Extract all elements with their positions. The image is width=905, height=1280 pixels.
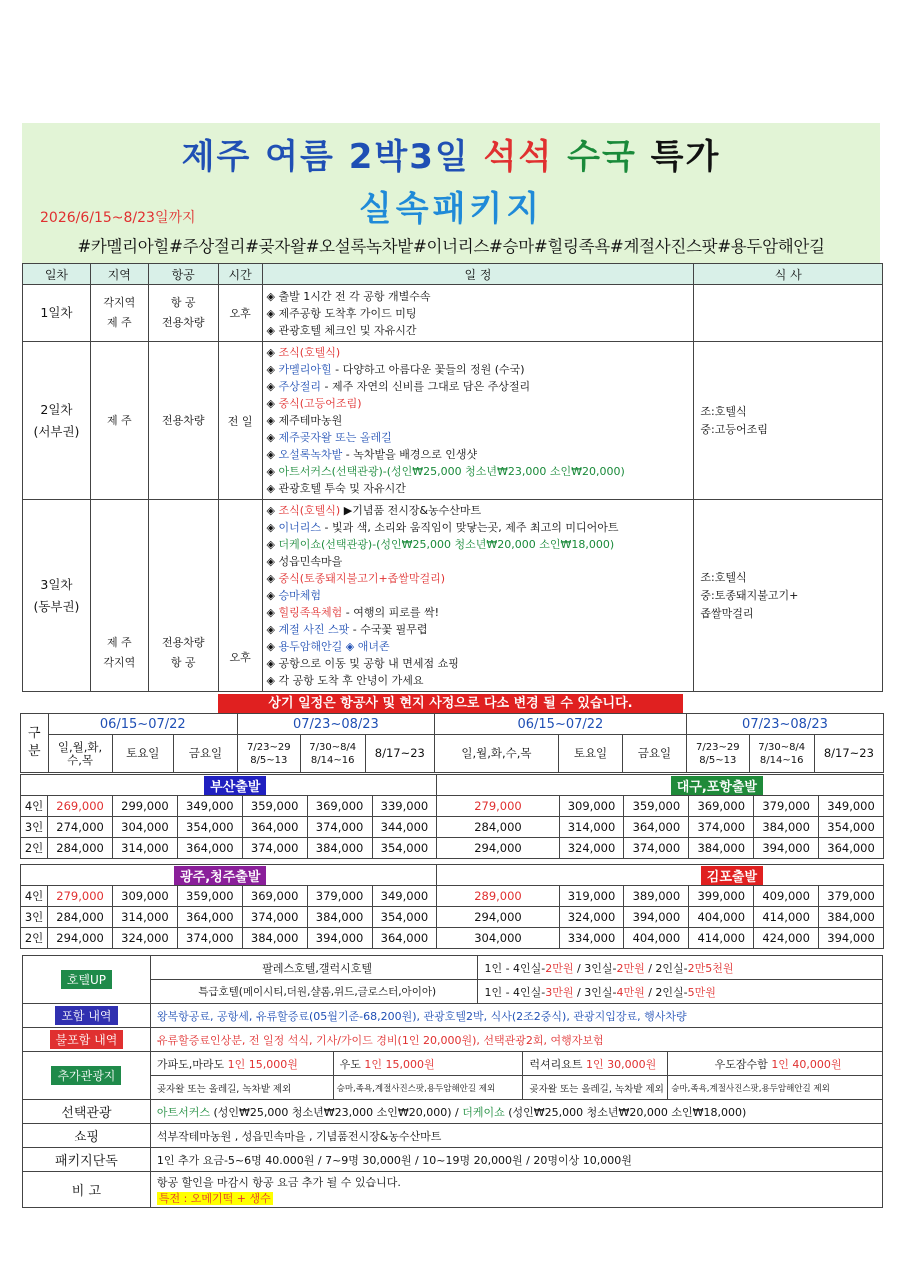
price-cell: 284,000 [48, 838, 113, 859]
price-col-header: 금요일 [622, 735, 686, 773]
price-col-header: 토요일 [559, 735, 623, 773]
price-cell: 309,000 [559, 796, 624, 817]
price-cell: 289,000 [437, 886, 559, 907]
price-cell: 364,000 [624, 817, 689, 838]
hotel-label-cell [23, 956, 151, 1004]
price-cell: 404,000 [624, 928, 689, 949]
price-col-header: 7/30~8/4 8/14~16 [749, 735, 814, 773]
schedule-item: ◈ 힐링족욕체험 - 여행의 피로를 싹! [266, 606, 440, 619]
day-label: 2일차 (서부권) [23, 342, 91, 500]
price-cell: 384,000 [307, 838, 372, 859]
day-label: 1일차 [23, 285, 91, 342]
transport: 전용차량 [148, 342, 218, 500]
room-type: 2인 [21, 928, 48, 949]
extra-4: 우도잠수함 1인 40,000원 [668, 1052, 883, 1076]
schedule-item: ◈ 오설록녹차밭 - 녹차밭을 배경으로 인생샷 [266, 448, 478, 461]
itinerary-header [23, 264, 883, 285]
price-cell: 274,000 [48, 817, 113, 838]
departure-label-cell [437, 865, 884, 886]
departure-label: 광주,청주출발 [174, 866, 266, 885]
title-banner [22, 123, 880, 263]
extra-3: 럭셔리요트 1인 30,000원 [523, 1052, 668, 1076]
schedule-item: ◈ 성읍민속마을 [266, 555, 343, 568]
schedule-item: ◈ 제주테마농원 [266, 414, 343, 427]
schedule-item: ◈ 승마체험 [266, 589, 322, 602]
price-cell: 304,000 [437, 928, 559, 949]
col-transport: 항공 [148, 264, 218, 285]
included-text: 왕복항공료, 공항세, 유류할증료(05월기준-68,200원), 관광호텔2박, 식사(2조2중식), 관광지입장료, 행사차량 [150, 1004, 882, 1028]
price-cell: 384,000 [819, 907, 884, 928]
price-cell: 349,000 [372, 886, 437, 907]
price-cell: 354,000 [372, 838, 437, 859]
price-cell: 394,000 [307, 928, 372, 949]
shopping-text: 석부작테마농원 , 성읍민속마을 , 기념품전시장&농수산마트 [150, 1124, 882, 1148]
room-type: 4인 [21, 796, 48, 817]
price-cell: 309,000 [113, 886, 178, 907]
optional-row [23, 1100, 883, 1124]
price-cell: 414,000 [754, 907, 819, 928]
schedule-item: ◈ 공항으로 이동 및 공항 내 면세점 쇼핑 [266, 657, 459, 670]
schedule-item: ◈ 계절 사진 스팟 - 수국꽃 필무렵 [266, 623, 428, 636]
price-col-header: 7/23~29 8/5~13 [237, 735, 300, 773]
price-cell: 324,000 [113, 928, 178, 949]
price-cell: 299,000 [113, 796, 178, 817]
note-text: 항공 할인을 마감시 항공 요금 추가 될 수 있습니다. [156, 1175, 401, 1189]
price-row [21, 907, 884, 928]
extra-2-note: 승마,족욕,계절사진스팟,용두암해안길 제외 [333, 1076, 523, 1100]
col-time: 시간 [218, 264, 262, 285]
region: 제 주 각지역 [90, 500, 148, 692]
price-cell: 319,000 [559, 886, 624, 907]
date-range: 06/15~07/22 [434, 714, 686, 735]
schedule-item: ◈ 카멜리아힐 - 다양하고 아름다운 꽃들의 정원 (수국) [266, 363, 525, 376]
price-cell: 424,000 [754, 928, 819, 949]
schedule-item: ◈ 더케이쇼(선택관광)-(성인₩25,000 청소년₩20,000 소인₩18,000) [266, 538, 615, 551]
schedule-item: ◈ 출발 1시간 전 각 공항 개별수속 [266, 289, 431, 303]
gubun-label: 구 분 [21, 714, 49, 773]
price-cell: 284,000 [437, 817, 559, 838]
price-cell: 394,000 [624, 907, 689, 928]
departure-label: 부산출발 [204, 776, 266, 795]
price-col-header: 토요일 [112, 735, 173, 773]
special-offer: 특전 : 오메기떡 + 생수 [158, 1191, 271, 1205]
schedule-item: ◈ 이너리스 - 빛과 색, 소리와 움직임이 맞닿는곳, 제주 최고의 미디어아트 [266, 521, 619, 534]
price-col-header: 7/23~29 8/5~13 [686, 735, 749, 773]
schedule-cell [262, 285, 694, 342]
price-row [21, 928, 884, 949]
price-cell: 379,000 [819, 886, 884, 907]
schedule-item: ◈ 각 공항 도착 후 안녕이 가세요 [266, 674, 424, 687]
price-row [21, 817, 884, 838]
price-cell: 379,000 [754, 796, 819, 817]
included-row [23, 1004, 883, 1028]
schedule-item: ◈ 제주곶자왈 또는 올레길 [266, 431, 392, 444]
hotel-label: 호텔UP [61, 970, 112, 989]
price-cell: 279,000 [48, 886, 113, 907]
price-cell: 354,000 [819, 817, 884, 838]
hashtags: #카멜리아힐#주상절리#곶자왈#오설록녹차밭#이너리스#승마#힐링족욕#계절사진스팟#용두암해안길 [77, 237, 825, 256]
extra-3-note: 곶자왈 또는 올레길, 녹차밭 제외 [523, 1076, 668, 1100]
day-label: 3일차 (동부권) [23, 500, 91, 692]
meal-cell: 조:호텔식 중:고등어조림 [694, 342, 883, 500]
price-header-table [20, 713, 884, 773]
time: 오후 [218, 285, 262, 342]
col-day: 일차 [23, 264, 91, 285]
price-cell: 294,000 [48, 928, 113, 949]
extra-row-1 [23, 1052, 883, 1076]
departure-label-cell [21, 775, 437, 796]
itinerary-table [22, 263, 883, 692]
departure-label-cell [437, 775, 884, 796]
col-meal: 식 사 [694, 264, 883, 285]
price-cell: 359,000 [242, 796, 307, 817]
schedule-item: ◈ 중식(토종돼지불고기+좁쌀막걸리) [266, 572, 446, 585]
day-row [23, 342, 883, 500]
group-text: 1인 추가 요금-5~6명 40.000원 / 7~9명 30,000원 / 10~19명 20,000원 / 20명이상 10,000원 [150, 1148, 882, 1172]
departure-label: 김포출발 [701, 866, 763, 885]
extra-row-2 [23, 1076, 883, 1100]
price-cell: 369,000 [689, 796, 754, 817]
price-cell: 364,000 [819, 838, 884, 859]
price-row [21, 796, 884, 817]
price-cell: 279,000 [437, 796, 559, 817]
hotel-row-2 [23, 980, 883, 1004]
room-type: 2인 [21, 838, 48, 859]
schedule-item: ◈ 조식(호텔식) [266, 346, 341, 359]
price-cell: 384,000 [307, 907, 372, 928]
hotel2-name: 특급호텔(메이시티,더원,샬롬,위드,글로스터,아이아) [150, 980, 478, 1004]
info-table [22, 955, 883, 1208]
note-row [23, 1172, 883, 1208]
price-cell: 314,000 [113, 907, 178, 928]
day-row [23, 500, 883, 692]
day-row [23, 285, 883, 342]
excluded-label: 불포함 내역 [50, 1030, 124, 1049]
price-cell: 394,000 [819, 928, 884, 949]
price-cell: 339,000 [372, 796, 437, 817]
room-type: 4인 [21, 886, 48, 907]
extra-2: 우도 1인 15,000원 [333, 1052, 523, 1076]
col-schedule: 일 정 [262, 264, 694, 285]
meal-cell: 조:호텔식 중:토종돼지불고기+ 좁쌀막걸리 [694, 500, 883, 692]
price-cell: 379,000 [307, 886, 372, 907]
price-cell: 324,000 [559, 838, 624, 859]
date-range: 07/23~08/23 [686, 714, 883, 735]
shopping-row [23, 1124, 883, 1148]
subtitle: 실속패키지 [358, 189, 544, 229]
extra-4-note: 승마,족욕,계절사진스팟,용두암해안길 제외 [668, 1076, 883, 1100]
group-row [23, 1148, 883, 1172]
price-col-header: 7/30~8/4 8/14~16 [300, 735, 365, 773]
note-label: 비 고 [23, 1172, 151, 1208]
price-cell: 399,000 [689, 886, 754, 907]
price-cell: 294,000 [437, 838, 559, 859]
region: 제 주 [90, 342, 148, 500]
price-row [21, 886, 884, 907]
price-cell: 324,000 [559, 907, 624, 928]
price-cell: 374,000 [624, 838, 689, 859]
price-cell: 374,000 [242, 907, 307, 928]
transport: 전용차량 항 공 [148, 500, 218, 692]
price-row [21, 838, 884, 859]
schedule-item: ◈ 조식(호텔식) ▶기념품 전시장&농수산마트 [266, 504, 482, 517]
price-cell: 374,000 [242, 838, 307, 859]
price-cell: 349,000 [819, 796, 884, 817]
price-cell: 374,000 [177, 928, 242, 949]
price-col-header: 8/17~23 [814, 735, 883, 773]
price-cell: 414,000 [689, 928, 754, 949]
price-cell: 389,000 [624, 886, 689, 907]
price-cell: 334,000 [559, 928, 624, 949]
departure-label: 대구,포항출발 [671, 776, 763, 795]
schedule-item: ◈ 주상절리 - 제주 자연의 신비를 그대로 담은 주상절리 [266, 380, 531, 393]
region: 각지역 제 주 [90, 285, 148, 342]
included-label: 포함 내역 [55, 1006, 117, 1025]
extra-1-note: 곶자왈 또는 올레길, 녹차밭 제외 [150, 1076, 333, 1100]
price-cell: 284,000 [48, 907, 113, 928]
room-type: 3인 [21, 817, 48, 838]
price-col-header: 일,월,화,수,목 [48, 735, 112, 773]
included-label-cell [23, 1004, 151, 1028]
price-cell: 404,000 [689, 907, 754, 928]
schedule-item: ◈ 제주공항 도착후 가이드 미팅 [266, 306, 417, 320]
time: 오후 [218, 500, 262, 692]
transport: 항 공 전용차량 [148, 285, 218, 342]
price-col-header: 금요일 [173, 735, 237, 773]
schedule-item: ◈ 관광호텔 체크인 및 자유시간 [266, 323, 417, 337]
hotel1-price: 1인 - 4인실-2만원 / 3인실-2만원 / 2인실-2만5천원 [478, 956, 883, 980]
extra-label: 추가관광지 [51, 1066, 121, 1085]
price-cell: 354,000 [177, 817, 242, 838]
schedule-cell [262, 342, 694, 500]
group-label: 패키지단독 [23, 1148, 151, 1172]
extra-label-cell [23, 1052, 151, 1100]
price-cell: 374,000 [307, 817, 372, 838]
period-text: 2026/6/15~8/23일까지 [40, 210, 196, 226]
departure-label-cell [21, 865, 437, 886]
extra-1: 가파도,마라도 1인 15,000원 [150, 1052, 333, 1076]
room-type: 3인 [21, 907, 48, 928]
price-cell: 359,000 [624, 796, 689, 817]
price-cell: 314,000 [559, 817, 624, 838]
price-cell: 344,000 [372, 817, 437, 838]
main-title [22, 129, 880, 178]
excluded-row [23, 1028, 883, 1052]
hotel1-name: 팔레스호텔,갤럭시호텔 [150, 956, 478, 980]
note-cell [150, 1172, 882, 1208]
schedule-item: ◈ 관광호텔 투숙 및 자유시간 [266, 482, 406, 495]
excluded-label-cell [23, 1028, 151, 1052]
meal-cell [694, 285, 883, 342]
price-col-header: 일,월,화,수,목 [434, 735, 558, 773]
price-cell: 384,000 [689, 838, 754, 859]
excluded-text: 유류할증료인상분, 전 일정 석식, 기사/가이드 경비(1인 20,000원), 선택관광2회, 여행자보험 [150, 1028, 882, 1052]
title-part3: 수국 [567, 137, 637, 177]
time: 전 일 [218, 342, 262, 500]
price-cell: 304,000 [113, 817, 178, 838]
price-table-bottom [20, 864, 884, 949]
price-table-top [20, 774, 884, 859]
price-cell: 314,000 [113, 838, 178, 859]
col-region: 지역 [90, 264, 148, 285]
price-cell: 369,000 [242, 886, 307, 907]
title-part2: 석석 [483, 137, 554, 177]
title-part4: 특가 [650, 137, 721, 177]
date-range: 06/15~07/22 [48, 714, 237, 735]
optional-text: 아트서커스 (성인₩25,000 청소년₩23,000 소인₩20,000) / 더케이쇼 (성인₩25,000 청소년₩20,000 소인₩18,000) [150, 1100, 882, 1124]
price-cell: 269,000 [48, 796, 113, 817]
optional-label: 선택관광 [23, 1100, 151, 1124]
price-col-header: 8/17~23 [365, 735, 434, 773]
schedule-item: ◈ 중식(고등어조림) [266, 397, 362, 410]
price-cell: 409,000 [754, 886, 819, 907]
price-cell: 364,000 [177, 838, 242, 859]
hotel2-price: 1인 - 4인실-3만원 / 3인실-4만원 / 2인실-5만원 [478, 980, 883, 1004]
title-part1: 제주 여름 2박3일 [181, 137, 470, 177]
price-cell: 374,000 [689, 817, 754, 838]
schedule-cell [262, 500, 694, 692]
price-cell: 394,000 [754, 838, 819, 859]
schedule-item: ◈ 용두암해안길 ◈ 애녀존 [266, 640, 390, 653]
hotel-row-1 [23, 956, 883, 980]
price-cell: 364,000 [177, 907, 242, 928]
schedule-notice: 상기 일정은 항공사 및 현지 사정으로 다소 변경 될 수 있습니다. [218, 694, 683, 713]
price-cell: 349,000 [177, 796, 242, 817]
price-cell: 384,000 [242, 928, 307, 949]
price-cell: 384,000 [754, 817, 819, 838]
price-cell: 364,000 [242, 817, 307, 838]
shopping-label: 쇼핑 [23, 1124, 151, 1148]
price-cell: 294,000 [437, 907, 559, 928]
price-cell: 359,000 [177, 886, 242, 907]
price-cell: 354,000 [372, 907, 437, 928]
date-range: 07/23~08/23 [237, 714, 434, 735]
price-cell: 364,000 [372, 928, 437, 949]
price-cell: 369,000 [307, 796, 372, 817]
schedule-item: ◈ 아트서커스(선택관광)-(성인₩25,000 청소년₩23,000 소인₩20,000) [266, 465, 625, 478]
